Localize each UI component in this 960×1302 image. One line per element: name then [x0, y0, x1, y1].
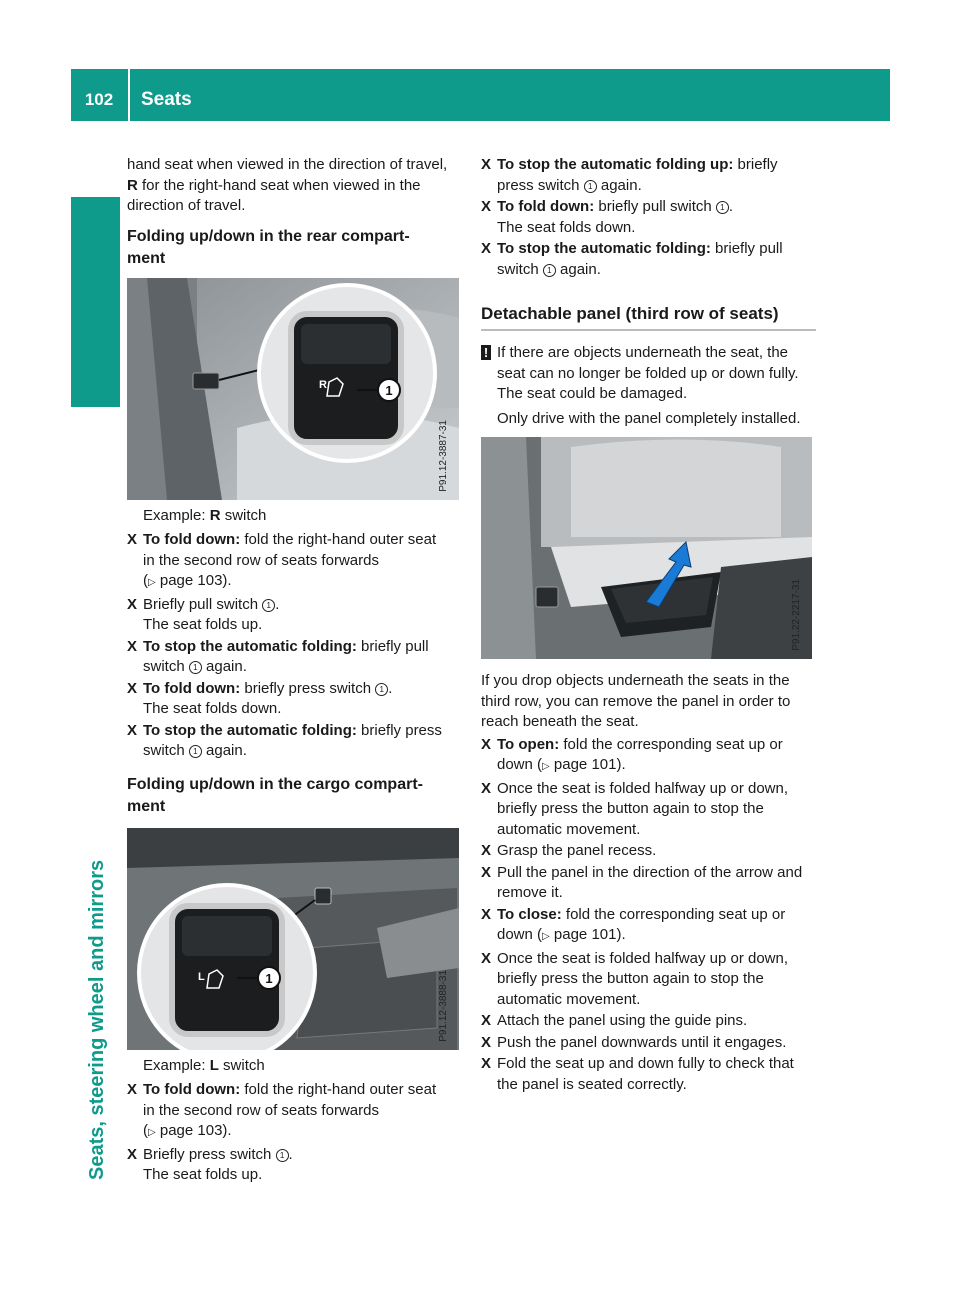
page-header	[71, 69, 890, 121]
list-item: X To stop the automatic folding: briefly pull switch 1 again.	[481, 240, 783, 278]
list-item: X To stop the automatic folding: briefly pull switch 1 again.	[127, 637, 429, 675]
warning-icon: !	[481, 345, 491, 360]
list-item: X To stop the automatic folding: briefly press switch 1 again.	[127, 721, 442, 759]
side-chapter-label: Seats, steering wheel and mirrors	[86, 859, 108, 1180]
section-title: Seats	[141, 89, 192, 110]
right-column	[481, 155, 816, 1095]
section-heading: Detachable panel (third row of seats)	[481, 304, 779, 323]
warning-note: ! If there are objects underneath the seat, the seat can no longer be folded up or down fully. The seat could be damaged.	[481, 343, 816, 405]
list-item: X To stop the automatic folding up: briefly press switch 1 again.	[481, 156, 778, 194]
page-number: 102	[84, 90, 114, 109]
left-column	[127, 155, 462, 1186]
rear-compartment-illustration	[127, 278, 459, 500]
list-item: X Once the seat is folded halfway up or down, briefly press the button again to stop the automatic movement.	[481, 779, 789, 838]
list-item: X Briefly press switch 1 . The seat folds up.	[127, 1145, 293, 1183]
list-item: X Pull the panel in the direction of the arrow and remove it.	[481, 863, 803, 901]
list-item: X To fold down: fold the right-hand outer seat in the second row of seats forwards (▷ page 103).	[127, 531, 437, 589]
figure-cargo-switch	[127, 828, 459, 1050]
svg-text:1: 1	[265, 970, 273, 986]
figure-caption: Example: R switch	[143, 506, 267, 524]
list-item: X Grasp the panel recess.	[481, 842, 657, 859]
list-item: X To fold down: fold the right-hand outer seat in the second row of seats forwards (▷ page 103).	[127, 1081, 437, 1139]
list-item: X To close: fold the corresponding seat up or down (▷ page 101).	[481, 905, 786, 943]
list-item: X To fold down: briefly pull switch 1 . The seat folds down.	[481, 198, 734, 236]
list-item: X To open: fold the corresponding seat up or down (▷ page 101).	[481, 735, 783, 773]
heading-rear-compartment: Folding up/down in the rear compart- ment	[127, 227, 410, 267]
figure-detachable-panel	[481, 437, 812, 659]
list-item: X To fold down: briefly press switch 1 . The seat folds down.	[127, 679, 393, 717]
figure-code: P91.22-2217-31	[790, 579, 802, 651]
panel-description: If you drop objects underneath the seats in the third row, you can remove the panel in order to reach beneath the seat.	[481, 672, 791, 730]
list-item: X Once the seat is folded halfway up or down, briefly press the button again to stop the automatic movement.	[481, 949, 789, 1008]
svg-text:R: R	[319, 378, 327, 391]
heading-cargo-compartment: Folding up/down in the cargo compart- ment	[127, 775, 423, 815]
intro-text: hand seat when viewed in the direction of travel, R for the right-hand seat when viewed in the direction of travel.	[127, 156, 448, 214]
svg-text:1: 1	[385, 382, 393, 398]
figure-code: P91.12-3888-31	[437, 969, 449, 1042]
panel-section-heading	[481, 302, 816, 331]
list-item: X Attach the panel using the guide pins.	[481, 1012, 748, 1029]
svg-text:L: L	[198, 970, 205, 983]
cargo-compartment-illustration	[127, 828, 459, 1050]
detachable-panel-illustration	[481, 437, 812, 659]
side-tab-block	[71, 197, 120, 407]
header-divider	[128, 69, 130, 121]
figure-code: P91.12-3887-31	[437, 419, 449, 492]
continued-step-list	[481, 155, 816, 280]
panel-step-list	[481, 735, 816, 1096]
rear-step-list	[127, 530, 462, 762]
warning-note-continued: Only drive with the panel completely installed.	[497, 409, 801, 427]
cargo-step-list	[127, 1080, 462, 1186]
figure-rear-switch	[127, 278, 459, 500]
list-item: X Briefly pull switch 1 . The seat folds up.	[127, 595, 280, 633]
heading-rule	[481, 329, 816, 331]
figure-caption: Example: L switch	[143, 1056, 265, 1074]
list-item: X Push the panel downwards until it engages.	[481, 1033, 787, 1051]
list-item: X Fold the seat up and down fully to check that the panel is seated correctly.	[481, 1055, 794, 1093]
